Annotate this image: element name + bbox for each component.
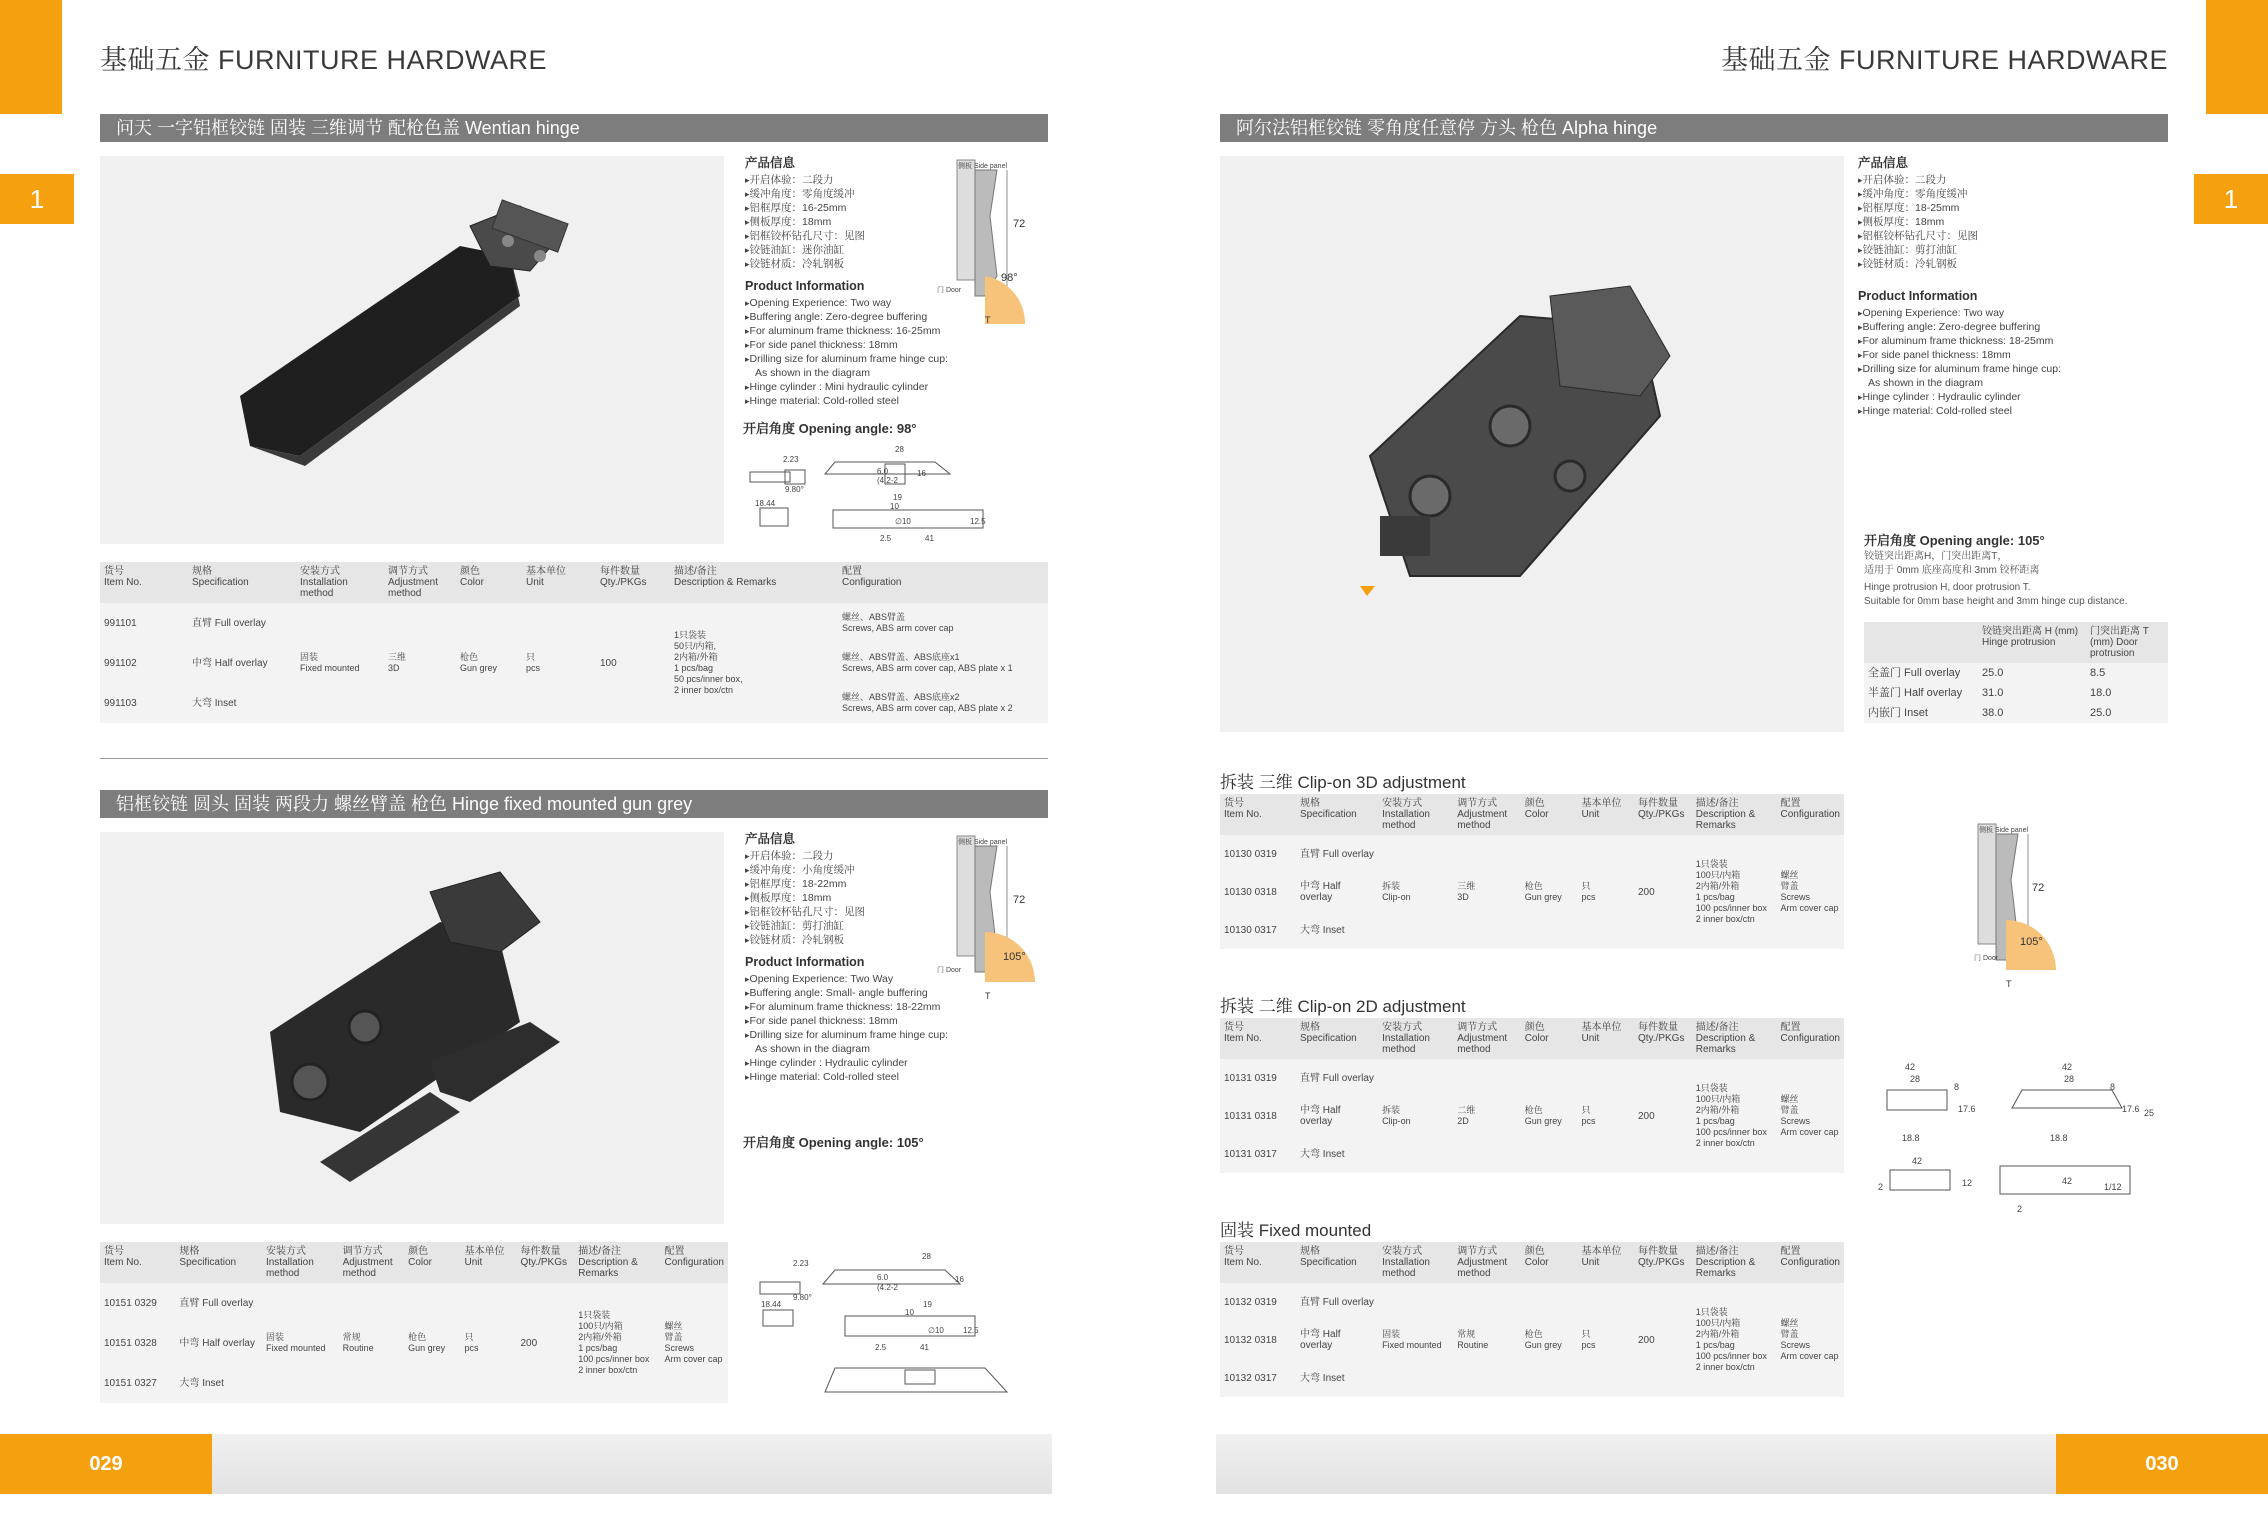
alpha-info [1858, 156, 2168, 418]
alpha-cn-4: ▸ 铝框铰杯钻孔尺寸：见图 [1858, 229, 2168, 243]
alpha-dim-g3: 12 [1962, 1178, 1973, 1188]
wentian-cn-0: ▸ 开启体验：二段力 [745, 173, 955, 187]
alpha-en-7: ▸ Hinge material: Cold-rolled steel [1858, 404, 2168, 418]
table-row: 10131 0319 直臂 Full overlay 拆装 Clip-on 二维 2D 枪色 Gun grey 只 pcs 200 1只袋装 100只/内箱 2内箱/外箱 1 pcs/bag 100 pcs/inner box 2 inner box/ctn 螺丝 臂盖 Screws Arm cover cap [1220, 1059, 1844, 1097]
gungrey-diag-side: 侧板 Side panel [958, 839, 1008, 846]
alpha-cn-6: ▸ 铰链材质：冷轧钢板 [1858, 257, 2168, 271]
alpha-dim-h3: 2 [1878, 1182, 1884, 1192]
alpha-diag-door: 门 Door [1974, 955, 1999, 962]
wentian-cn-4: ▸ 铝框铰杯钻孔尺寸：见图 [745, 229, 955, 243]
table-row: 10132 0318 中弯 Half overlay [1220, 1321, 1844, 1359]
gungrey-dim-i: 10 [905, 1308, 914, 1317]
gungrey-opening-angle: 开启角度 Opening angle: 105° [743, 1135, 924, 1150]
gungrey-diag-t: T [985, 991, 991, 1001]
clip3d-title: 拆装 三维 Clip-on 3D adjustment [1220, 773, 1466, 792]
alpha-diag-t: T [2006, 979, 2012, 989]
left-page-number: 029 [0, 1434, 212, 1494]
gungrey-diag-door: 门 Door [937, 967, 962, 974]
table-row: 10151 0327 大弯 Inset [100, 1363, 728, 1403]
table-header-row: 货号 Item No. 规格 Specification 安装方式 Installation method 调节方式 Adjustment method 颜色 Color 基本单位 Unit 每件数量 Qty./PKGs 描述/备注 Description & Remarks 配置 Configuration [100, 562, 1048, 603]
gungrey-cn-3: ▸ 侧板厚度：18mm [745, 891, 955, 905]
alpha-en-1: ▸ Buffering angle: Zero-degree buffering [1858, 320, 2168, 334]
alpha-dim-d2: 17.6 [2122, 1104, 2140, 1114]
alpha-en-4: ▸ Drilling size for aluminum frame hinge cup: [1858, 362, 2168, 376]
gungrey-cn-0: ▸ 开启体验：二段力 [745, 849, 955, 863]
table-row: 10130 0318 中弯 Half overlay [1220, 873, 1844, 911]
gungrey-dim-e: 6.0 [877, 1273, 889, 1282]
alpha-diag-deg: 105° [2020, 936, 2043, 948]
table-row: 内嵌门 Inset 38.0 25.0 [1864, 703, 2168, 723]
table-header-row: 货号 Item No. 规格 Specification 安装方式 Installation method 调节方式 Adjustment method 颜色 Color 基本单位 Unit 每件数量 Qty./PKGs 描述/备注 Description & Remarks 配置 Configuration [1220, 1018, 1844, 1059]
alpha-cn-5: ▸ 铰链油缸：剪打油缸 [1858, 243, 2168, 257]
wentian-diag-door: 门 Door [937, 287, 962, 294]
alpha-dim-a4: 42 [2062, 1176, 2073, 1186]
gungrey-en-head: Product Information [745, 955, 865, 969]
left-header-title: 基础五金 FURNITURE HARDWARE [100, 45, 547, 75]
alpha-dim-b1: 28 [1910, 1074, 1921, 1084]
alpha-note-1: 适用于 0mm 底座高度和 3mm 铰杯距离 [1864, 565, 2040, 576]
wentian-diag-t: T [985, 315, 991, 325]
table-row: 991101 直臂 Full overlay 固装 Fixed mounted 三维 3D 枪色 Gun grey 只 pcs 100 1只袋装 50只/内箱, 2内箱/外箱 1 pcs/bag 50 pcs/inner box, 2 inner box/ctn 螺丝、ABS臂盖 Screws, ABS arm cover cap [100, 603, 1048, 643]
gungrey-dim-drawing [745, 1252, 1045, 1412]
table-row: 991102 中弯 Half overlay 螺丝、ABS臂盖、ABS底座x1 Screws, ABS arm cover cap, ABS plate x 1 [100, 643, 1048, 683]
wentian-dim-j: ∅10 [895, 517, 911, 526]
alpha-diag-side: 侧板 Side panel [1979, 827, 2029, 834]
gungrey-dim-d: 28 [922, 1252, 931, 1261]
gungrey-section-bar: 铝框铰链 圆头 固装 两段力 螺丝臂盖 枪色 Hinge fixed mounted gun grey [100, 790, 1048, 818]
gungrey-dim-j: ∅10 [928, 1326, 944, 1335]
alpha-en-2: ▸ For aluminum frame thickness: 18-25mm [1858, 334, 2168, 348]
table-row: 10151 0328 中弯 Half overlay [100, 1323, 728, 1363]
gungrey-cn-5: ▸ 铰链油缸：剪打油缸 [745, 919, 955, 933]
table-row: 10151 0329 直臂 Full overlay 固装 Fixed mounted 常规 Routine 枪色 Gun grey 只 pcs 200 1只袋装 100只/内箱 2内箱/外箱 1 pcs/bag 100 pcs/inner box 2 inner box/ctn 螺丝 臂盖 Screws Arm cover cap [100, 1283, 728, 1323]
table-header-row: 货号 Item No. 规格 Specification 安装方式 Installation method 调节方式 Adjustment method 颜色 Color 基本单位 Unit 每件数量 Qty./PKGs 描述/备注 Description & Remarks 配置 Configuration [1220, 1242, 1844, 1283]
wentian-dim-b: 9.80° [785, 485, 804, 494]
gungrey-spec-table [100, 1242, 728, 1403]
right-chapter-tab: 1 [2194, 174, 2268, 224]
wentian-en-2: ▸ For aluminum frame thickness: 16-25mm [745, 324, 955, 338]
wentian-en-0: ▸ Opening Experience: Two way [745, 296, 955, 310]
alpha-note-0: 铰链突出距离H，门突出距离T， [1864, 551, 2008, 562]
gungrey-cn-6: ▸ 铰链材质：冷轧钢板 [745, 933, 955, 947]
wentian-en-4: ▸ Drilling size for aluminum frame hinge cup: [745, 352, 955, 366]
wentian-dim-a: 2.23 [783, 455, 799, 464]
alpha-dim-a3: 42 [1912, 1156, 1923, 1166]
alpha-dim-a2: 42 [2062, 1062, 2073, 1072]
gungrey-dim-g: 16 [955, 1275, 964, 1284]
wentian-cn-head: 产品信息 [745, 156, 796, 170]
wentian-dim-l: 2.5 [880, 534, 892, 543]
wentian-dim-k: 12.5 [970, 517, 986, 526]
table-row: 全盖门 Full overlay 25.0 8.5 [1864, 663, 2168, 683]
alpha-en-head: Product Information [1858, 289, 1978, 303]
gungrey-en-0: ▸ Opening Experience: Two Way [745, 972, 955, 986]
wentian-dim-f: (4.2-2 [877, 476, 898, 485]
right-page-number: 030 [2056, 1434, 2268, 1494]
alpha-note-2: Hinge protrusion H, door protrusion T. [1864, 582, 2031, 593]
wentian-dim-g: 16 [917, 469, 926, 478]
wentian-hinge-image [100, 156, 724, 544]
alpha-cn-0: ▸ 开启体验：二段力 [1858, 173, 2168, 187]
gungrey-en-1: ▸ Buffering angle: Small- angle buffering [745, 986, 955, 1000]
table-header-row: 铰链突出距离 H (mm) Hinge protrusion 门突出距离 T (mm) Door protrusion [1864, 622, 2168, 663]
right-header-title: 基础五金 FURNITURE HARDWARE [1721, 45, 2168, 75]
table-row: 991103 大弯 Inset 螺丝、ABS臂盖、ABS底座x2 Screws, ABS arm cover cap, ABS plate x 2 [100, 683, 1048, 723]
alpha-note-3: Suitable for 0mm base height and 3mm hinge cup distance. [1864, 596, 2128, 607]
left-chapter-tab: 1 [0, 174, 74, 224]
gungrey-en-5: As shown in the diagram [755, 1043, 870, 1055]
clip2d-title: 拆装 二维 Clip-on 2D adjustment [1220, 997, 1466, 1016]
alpha-protrusion-note [1864, 550, 2174, 609]
alpha-cn-1: ▸ 缓冲角度：零角度缓冲 [1858, 187, 2168, 201]
alpha-section-bar: 阿尔法铝框铰链 零角度任意停 方头 枪色 Alpha hinge [1220, 114, 2168, 142]
wentian-en-head: Product Information [745, 279, 865, 293]
gungrey-side-diagram [935, 832, 1050, 1002]
alpha-photo [1220, 156, 1844, 732]
fixed-title: 固装 Fixed mounted [1220, 1221, 1372, 1240]
wentian-cn-3: ▸ 侧板厚度：18mm [745, 215, 955, 229]
wentian-section-bar: 问天 一字铝框铰链 固装 三维调节 配枪色盖 Wentian hinge [100, 114, 1048, 142]
alpha-dim-e1: 18.8 [1902, 1133, 1920, 1143]
gungrey-en-3: ▸ For side panel thickness: 18mm [745, 1014, 955, 1028]
wentian-diag-dim: 72 [1013, 218, 1026, 230]
alpha-cn-head: 产品信息 [1858, 156, 1909, 170]
wentian-dim-h: 19 [893, 493, 902, 502]
table-row: 10131 0317 大弯 Inset [1220, 1135, 1844, 1173]
alpha-cn-3: ▸ 侧板厚度：18mm [1858, 215, 2168, 229]
wentian-diag-side: 侧板 Side panel [958, 163, 1008, 170]
alpha-dim-i4: 1/12 [2104, 1182, 2122, 1192]
alpha-dim-f2: 25 [2144, 1108, 2155, 1118]
wentian-en-7: ▸ Hinge material: Cold-rolled steel [745, 394, 955, 408]
alpha-hinge-image [1220, 156, 1844, 732]
wentian-dim-d: 28 [895, 445, 904, 454]
clip3d-spec-table [1220, 794, 1844, 949]
alpha-en-0: ▸ Opening Experience: Two way [1858, 306, 2168, 320]
gungrey-dim-c: 18.44 [761, 1300, 782, 1309]
gungrey-dim-b: 9.80° [793, 1293, 812, 1302]
wentian-dim-drawing [745, 440, 1045, 550]
alpha-dim-c1: 8 [1954, 1082, 1960, 1092]
table-row: 10132 0319 直臂 Full overlay 固装 Fixed mounted 常规 Routine 枪色 Gun grey 只 pcs 200 1只袋装 100只/内箱 2内箱/外箱 1 pcs/bag 100 pcs/inner box 2 inner box/ctn 螺丝 臂盖 Screws Arm cover cap [1220, 1283, 1844, 1321]
gungrey-dim-a: 2.23 [793, 1259, 809, 1268]
gungrey-dim-f: (4.2-2 [877, 1283, 898, 1292]
gungrey-photo [100, 832, 724, 1224]
alpha-dim-d1: 17.6 [1958, 1104, 1976, 1114]
alpha-dim-a1: 42 [1905, 1062, 1916, 1072]
alpha-dim-c2: 8 [2110, 1082, 2116, 1092]
alpha-dim-drawing [1872, 1060, 2172, 1220]
wentian-spec-table [100, 562, 1048, 723]
wentian-diag-deg: 98° [1001, 272, 1018, 284]
gungrey-dim-k: 12.5 [963, 1326, 979, 1335]
wentian-en-5: As shown in the diagram [755, 367, 870, 379]
table-row: 10132 0317 大弯 Inset [1220, 1359, 1844, 1397]
gungrey-diag-dim: 72 [1013, 894, 1026, 906]
table-row: 半盖门 Half overlay 31.0 18.0 [1864, 683, 2168, 703]
gungrey-en-7: ▸ Hinge material: Cold-rolled steel [745, 1070, 955, 1084]
fixed-spec-table [1220, 1242, 1844, 1397]
gungrey-dim-m: 41 [920, 1343, 929, 1352]
wentian-en-3: ▸ For side panel thickness: 18mm [745, 338, 955, 352]
wentian-side-diagram [935, 156, 1050, 326]
wentian-en-6: ▸ Hinge cylinder : Mini hydraulic cylinder [745, 380, 955, 394]
wentian-opening-angle: 开启角度 Opening angle: 98° [743, 421, 917, 436]
alpha-dim-h4: 2 [2017, 1204, 2023, 1214]
table-header-row: 货号 Item No. 规格 Specification 安装方式 Installation method 调节方式 Adjustment method 颜色 Color 基本单位 Unit 每件数量 Qty./PKGs 描述/备注 Description & Remarks 配置 Configuration [1220, 794, 1844, 835]
gungrey-dim-h: 19 [923, 1300, 932, 1309]
gungrey-hinge-image [100, 832, 724, 1224]
orange-marker-icon [1360, 586, 1375, 596]
gungrey-cn-1: ▸ 缓冲角度：小角度缓冲 [745, 863, 955, 877]
clip2d-spec-table [1220, 1018, 1844, 1173]
gungrey-cn-2: ▸ 铝框厚度：18-22mm [745, 877, 955, 891]
gungrey-info [745, 832, 955, 1084]
wentian-dim-i: 10 [890, 502, 899, 511]
table-header-row: 货号 Item No. 规格 Specification 安装方式 Installation method 调节方式 Adjustment method 颜色 Color 基本单位 Unit 每件数量 Qty./PKGs 描述/备注 Description & Remarks 配置 Configuration [100, 1242, 728, 1283]
alpha-cn-2: ▸ 铝框厚度：18-25mm [1858, 201, 2168, 215]
alpha-side-diagram [1974, 820, 2074, 990]
section-divider [100, 758, 1048, 759]
wentian-en-1: ▸ Buffering angle: Zero-degree buffering [745, 310, 955, 324]
alpha-opening-angle: 开启角度 Opening angle: 105° [1864, 533, 2045, 548]
alpha-en-6: ▸ Hinge cylinder : Hydraulic cylinder [1858, 390, 2168, 404]
wentian-info [745, 156, 955, 408]
gungrey-en-2: ▸ For aluminum frame thickness: 18-22mm [745, 1000, 955, 1014]
table-row: 10131 0318 中弯 Half overlay [1220, 1097, 1844, 1135]
left-header-tab [0, 0, 62, 114]
alpha-en-5: As shown in the diagram [1868, 377, 1983, 389]
wentian-cn-2: ▸ 铝框厚度：16-25mm [745, 201, 955, 215]
gungrey-diag-deg: 105° [1003, 951, 1026, 963]
alpha-diag-dim: 72 [2032, 882, 2045, 894]
gungrey-en-6: ▸ Hinge cylinder : Hydraulic cylinder [745, 1056, 955, 1070]
wentian-dim-e: 6.0 [877, 467, 889, 476]
wentian-cn-1: ▸ 缓冲角度：零角度缓冲 [745, 187, 955, 201]
gungrey-en-4: ▸ Drilling size for aluminum frame hinge cup: [745, 1028, 955, 1042]
wentian-photo [100, 156, 724, 544]
alpha-protrusion-table [1864, 622, 2168, 723]
alpha-dim-b2: 28 [2064, 1074, 2075, 1084]
gungrey-cn-4: ▸ 铝框铰杯钻孔尺寸：见图 [745, 905, 955, 919]
wentian-dim-c: 18.44 [755, 499, 776, 508]
alpha-en-3: ▸ For side panel thickness: 18mm [1858, 348, 2168, 362]
left-footer-bar [212, 1434, 1052, 1494]
gungrey-dim-l: 2.5 [875, 1343, 887, 1352]
table-row: 10130 0317 大弯 Inset [1220, 911, 1844, 949]
wentian-dim-m: 41 [925, 534, 934, 543]
gungrey-cn-head: 产品信息 [745, 832, 796, 846]
wentian-cn-5: ▸ 铰链油缸：迷你油缸 [745, 243, 955, 257]
right-header-tab [2206, 0, 2268, 114]
wentian-cn-6: ▸ 铰链材质：冷轧钢板 [745, 257, 955, 271]
right-footer-bar [1216, 1434, 2056, 1494]
table-row: 10130 0319 直臂 Full overlay 拆装 Clip-on 三维 3D 枪色 Gun grey 只 pcs 200 1只袋装 100只/内箱 2内箱/外箱 1 pcs/bag 100 pcs/inner box 2 inner box/ctn 螺丝 臂盖 Screws Arm cover cap [1220, 835, 1844, 873]
alpha-dim-e2: 18.8 [2050, 1133, 2068, 1143]
